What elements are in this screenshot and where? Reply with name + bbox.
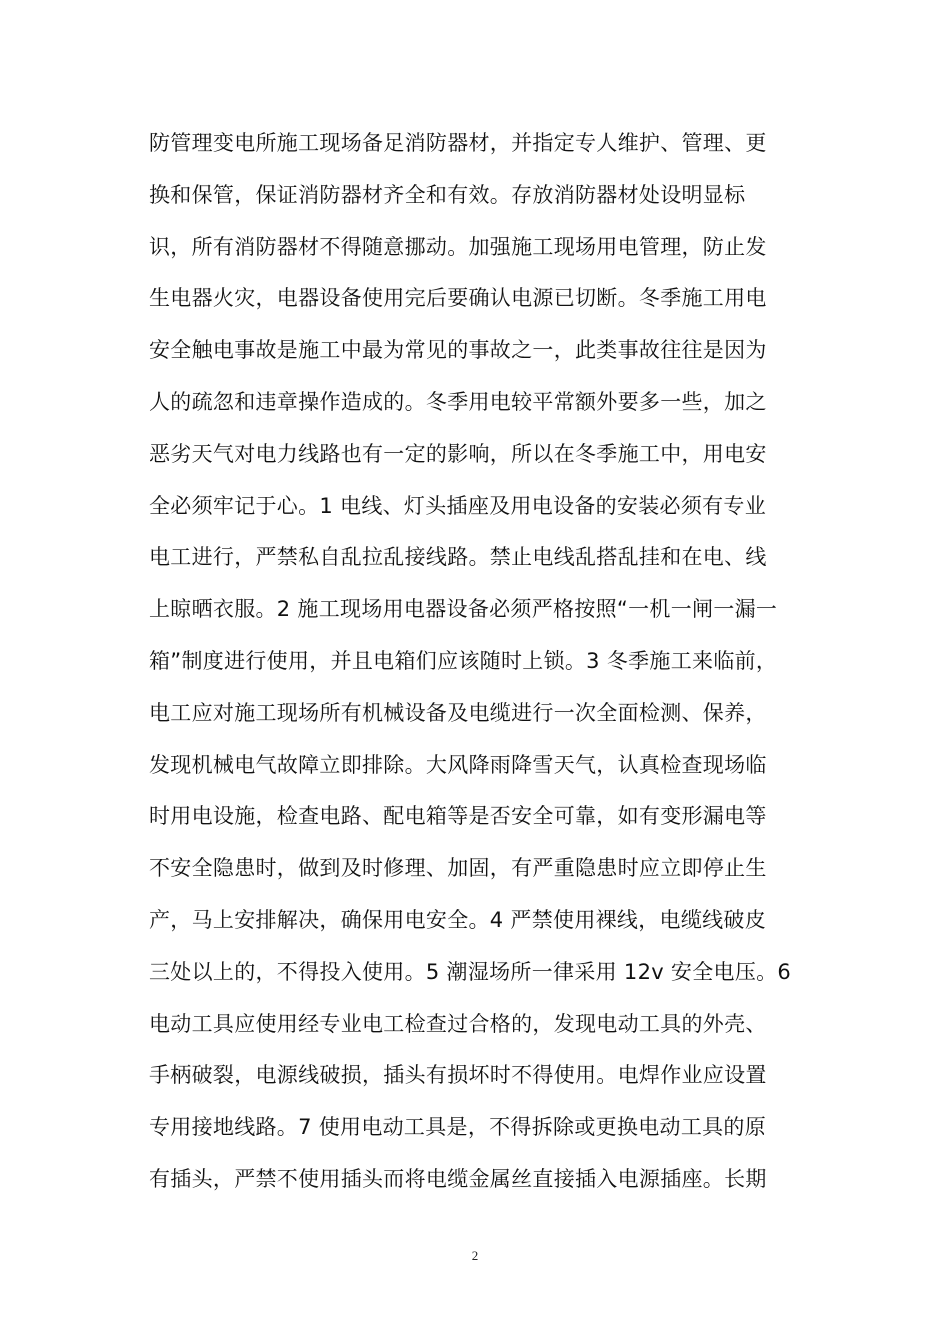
- text-line: 人的疏忽和违章操作造成的。冬季用电较平常额外要多一些，加之: [149, 389, 767, 414]
- text-line: 手柄破裂，电源线破损，插头有损坏时不得使用。电焊作业应设置: [149, 1063, 767, 1088]
- text-line: 防管理变电所施工现场备足消防器材，并指定专人维护、管理、更: [149, 131, 767, 155]
- text-line: 上晾晒衣服。2 施工现场用电器设备必须严格按照“一机一闸一漏一: [149, 597, 778, 622]
- text-line: 电动工具应使用经专业电工检查过合格的，发现电动工具的外壳、: [149, 1011, 767, 1036]
- text-line: 不安全隐患时，做到及时修理、加固，有严重隐患时应立即停止生: [149, 856, 767, 881]
- text-line: 电工进行，严禁私自乱拉乱接线路。禁止电线乱搭乱挂和在电、线: [149, 545, 767, 570]
- text-line: 识，所有消防器材不得随意挪动。加强施工现场用电管理，防止发: [149, 234, 767, 259]
- text-line: 恶劣天气对电力线路也有一定的影响，所以在冬季施工中，用电安: [149, 441, 767, 466]
- text-line: 发现机械电气故障立即排除。大风降雨降雪天气，认真检查现场临: [149, 752, 767, 777]
- text-line: 生电器火灾，电器设备使用完后要确认电源已切断。冬季施工用电: [149, 286, 767, 311]
- text-line: 全必须牢记于心。1 电线、灯头插座及用电设备的安装必须有专业: [149, 493, 767, 518]
- body-text: [149, 118, 809, 1206]
- text-line: 时用电设施，检查电路、配电箱等是否安全可靠，如有变形漏电等: [149, 804, 767, 829]
- text-line: 电工应对施工现场所有机械设备及电缆进行一次全面检测、保养，: [149, 700, 767, 725]
- text-line: 安全触电事故是施工中最为常见的事故之一，此类事故往往是因为: [149, 338, 767, 363]
- text-line: 箱”制度进行使用，并且电箱们应该随时上锁。3 冬季施工来临前，: [149, 648, 778, 673]
- text-line: 三处以上的，不得投入使用。5 潮湿场所一律采用 12v 安全电压。6: [149, 959, 792, 984]
- page-number: 2: [471, 1248, 479, 1263]
- text-line: 换和保管，保证消防器材齐全和有效。存放消防器材处设明显标: [149, 182, 746, 207]
- text-line: 专用接地线路。7 使用电动工具是，不得拆除或更换电动工具的原: [149, 1115, 767, 1140]
- text-line: 有插头，严禁不使用插头而将电缆金属丝直接插入电源插座。长期: [149, 1166, 767, 1191]
- text-line: 产，马上安排解决，确保用电安全。4 严禁使用裸线，电缆线破皮: [149, 907, 767, 932]
